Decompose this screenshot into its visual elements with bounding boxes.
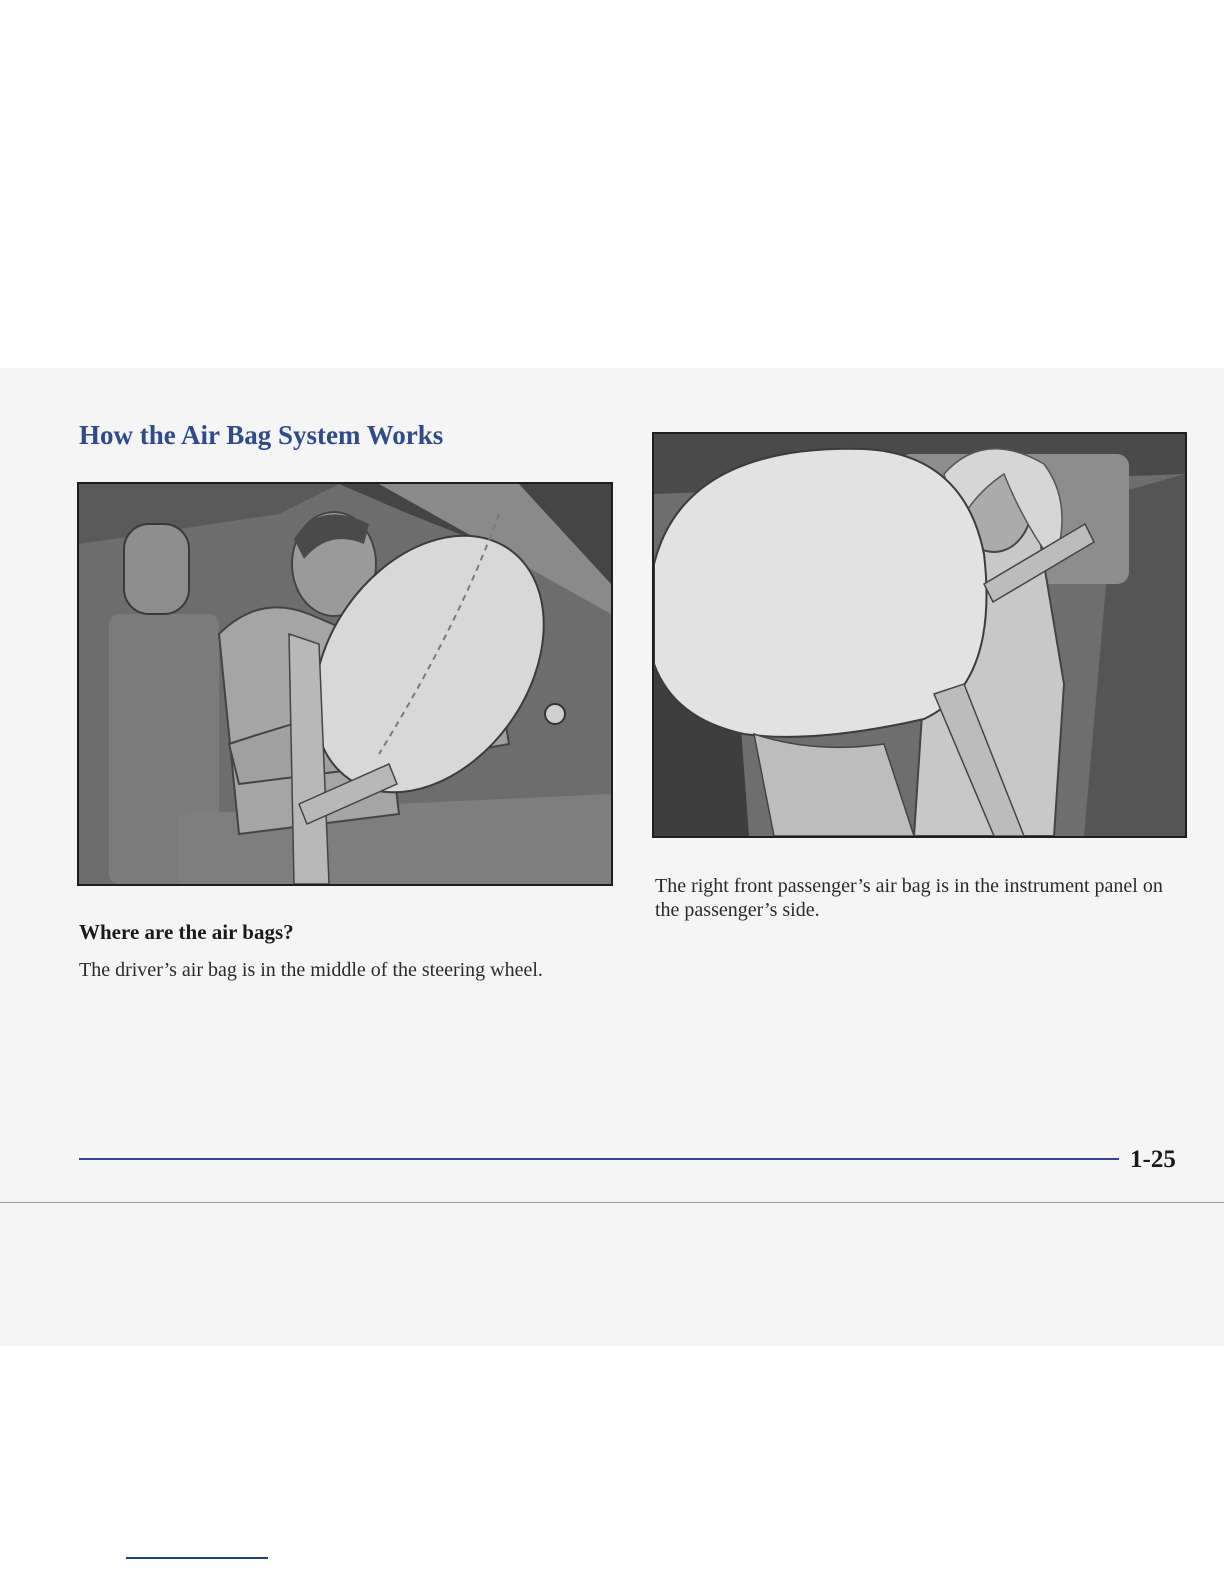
footer-rule [79, 1158, 1119, 1160]
section-title: How the Air Bag System Works [79, 420, 444, 450]
passenger-airbag-illustration [652, 432, 1187, 838]
passenger-airbag-text: The right front passenger’s air bag is in the instrument panel on the passenger’s side. [655, 875, 1163, 921]
air-bags-subheading: Where are the air bags? [79, 920, 294, 944]
driver-airbag-illustration [77, 482, 613, 886]
scan-edge-line [0, 1202, 1224, 1203]
stray-mark [126, 1557, 268, 1559]
page-number: 1-25 [1130, 1146, 1176, 1173]
driver-airbag-text: The driver’s air bag is in the middle of the steering wheel. [79, 959, 543, 981]
